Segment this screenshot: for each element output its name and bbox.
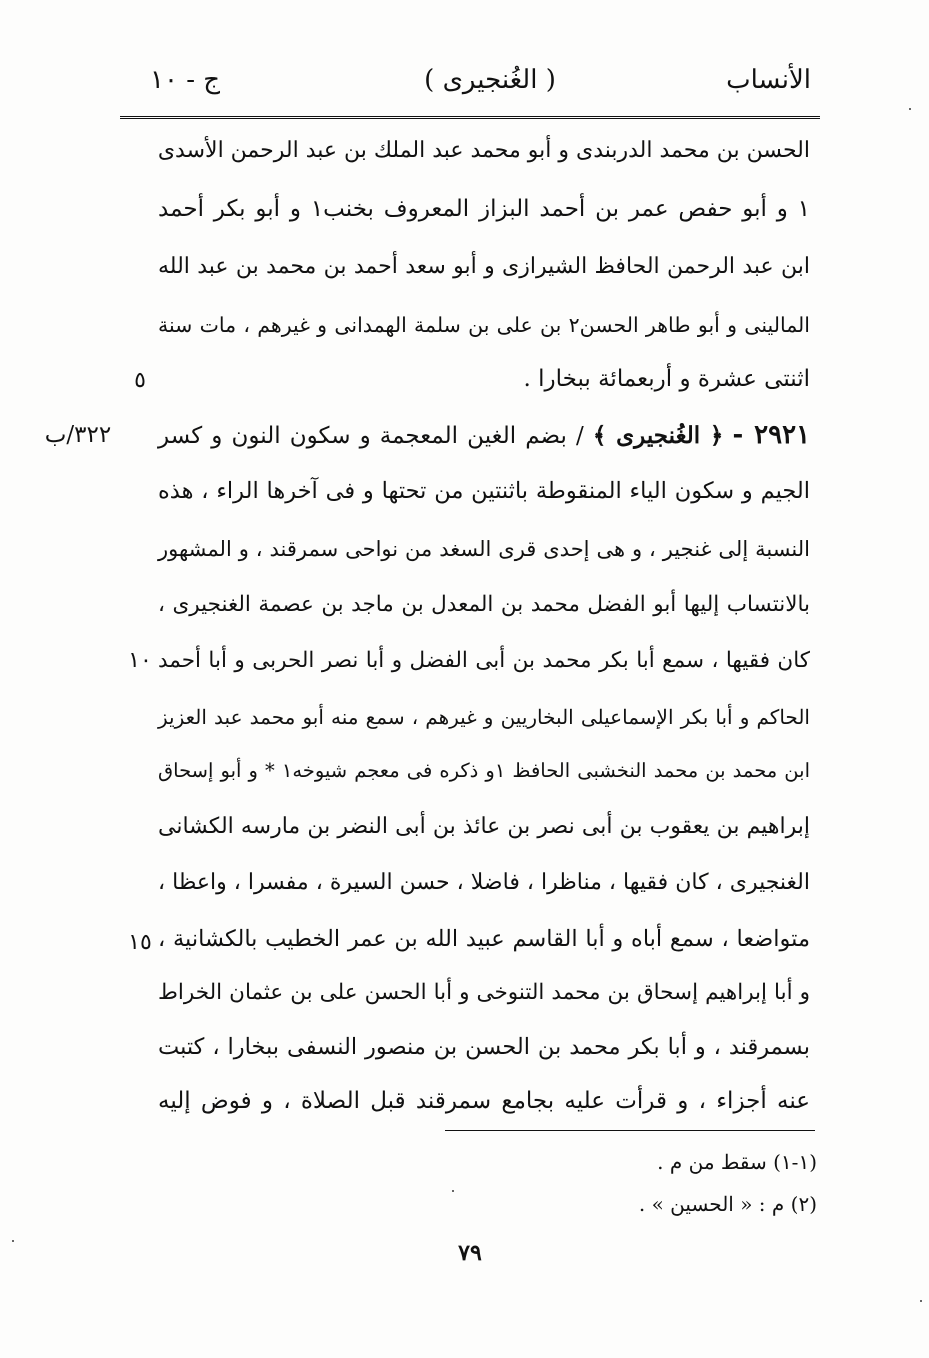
entry-first-line-text: / بضم الغين المعجمة و سكون النون و كسر [158, 423, 584, 449]
text-line-5: اثنتى عشرة و أربعمائة ببخارا . [523, 366, 810, 392]
entry-line-4: بالانتساب إليها أبو الفضل محمد بن المعدل بن ماجد بن عصمة الغنجيرى ، [158, 592, 810, 617]
entry-line-2: الجيم و سكون الياء المنقوطة باثنتين من تحتها و فى آخرها الراء ، هذه [158, 478, 810, 504]
footnote-rule [445, 1130, 815, 1131]
header-rule [120, 116, 820, 119]
entry-line-13: عنه أجزاء ، و قرأت عليه بجامع سمرقند قبل الصلاة ، و فوض إليه [158, 1088, 810, 1114]
running-head-volume: ج - ١٠ [150, 65, 221, 95]
scan-speck [452, 1190, 454, 1192]
entry-line-12: بسمرقند ، و أبا بكر محمد بن الحسن بن منصور النسفى ببخارا ، كتبت [158, 1034, 810, 1060]
entry-name: ﴿ الغُنجيرى ﴾ [592, 422, 724, 449]
entry-line-5: كان فقيها ، سمع أبا بكر محمد بن أبى الفضل و أبا نصر الحربى و أبا أحمد [158, 648, 810, 673]
entry-line-11: و أبا إبراهيم إسحاق بن محمد التنوخى و أبا الحسن على بن عثمان الخراط [158, 980, 810, 1005]
footnote-1: (١-١) سقط من م . [657, 1150, 817, 1174]
entry-heading-line [158, 410, 810, 460]
line-number-5: ٥ [134, 368, 146, 393]
entry-line-8: إبراهيم بن يعقوب بن أبى نصر بن عائذ بن أبى النضر بن مارسه الكشانى [158, 814, 810, 839]
line-number-15: ١٥ [128, 930, 152, 955]
page-number: ٧٩ [458, 1240, 482, 1266]
text-line-1: الحسن بن محمد الدربندى و أبو محمد عبد الملك بن عبد الرحمن الأسدى [157, 138, 810, 163]
entry-number: ٢٩٢١ - [732, 420, 811, 450]
line-number-10: ١٠ [128, 648, 152, 673]
footnote-2: (٢) م : « الحسين » . [638, 1192, 817, 1216]
text-line-4: المالينى و أبو طاهر الحسن٢ بن على بن سلمة الهمدانى و غيرهم ، مات سنة [158, 313, 810, 337]
running-head-entry-title: ( الغُنجيرى ) [424, 65, 556, 95]
scan-speck [920, 1300, 922, 1302]
entry-line-10: متواضعا ، سمع أباه و أبا القاسم عبيد الله بن عمر الخطيب بالكشانية ، [158, 926, 810, 952]
entry-line-3: النسبة إلى غنجير ، و هى إحدى قرى السغد من نواحى سمرقند ، و المشهور [158, 537, 810, 561]
scan-speck [909, 108, 911, 110]
entry-line-7: ابن محمد بن محمد النخشبى الحافظ ١و ذكره فى معجم شيوخه١ * و أبو إسحاق [158, 759, 810, 782]
running-head-book-title: الأنساب [726, 65, 811, 95]
folio-reference: ٣٢٢/ب [44, 422, 112, 448]
text-line-3: ابن عبد الرحمن الحافظ الشيرازى و أبو سعد أحمد بن محمد بن عبد الله [158, 254, 810, 279]
text-line-2: ١ و أبو حفص عمر بن أحمد البزاز المعروف بخنب١ و أبو بكر أحمد [158, 196, 811, 222]
entry-line-6: الحاكم و أبا بكر الإسماعيلى البخاريين و غيرهم ، سمع منه أبو محمد عبد العزيز [158, 705, 810, 729]
scan-speck [12, 1240, 14, 1242]
entry-line-9: الغنجيرى ، كان فقيها ، مناظرا ، فاضلا ، حسن السيرة ، مفسرا ، واعظا ، [158, 870, 810, 895]
